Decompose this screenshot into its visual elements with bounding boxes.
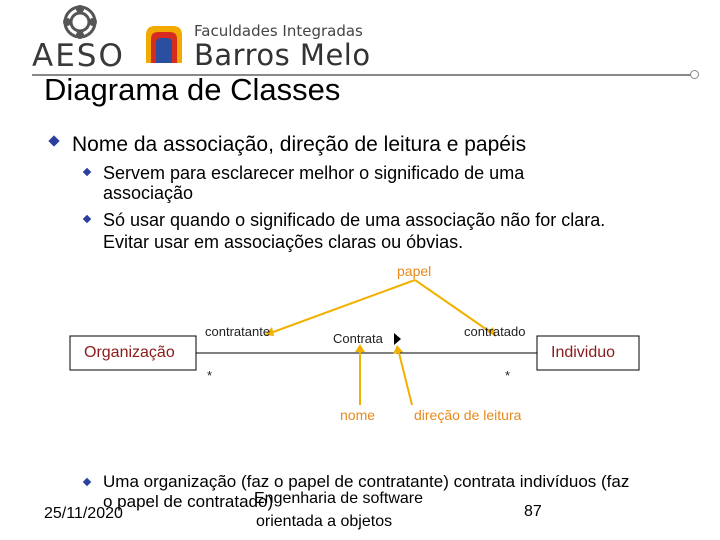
sub-bullet-2-line2: Evitar usar em associações claras ou óbvias. <box>103 232 464 252</box>
aeso-logo-text: AESO <box>32 38 125 74</box>
annotation-nome: nome <box>340 407 376 423</box>
page-number: 87 <box>524 503 542 520</box>
role-contratante: contratante <box>205 324 271 339</box>
role-contratado: contratado <box>464 324 526 339</box>
direcao-pointer <box>398 349 412 405</box>
bottom-bullet-line1: Uma organização (faz o papel de contratante) contrata indivíduos (faz <box>103 472 630 491</box>
class-organizacao: Organização <box>84 344 175 361</box>
sub-bullet-2-line1: Só usar quando o significado de uma associação não for clara. <box>103 210 606 230</box>
annotation-direcao: direção de leitura <box>414 407 522 423</box>
footer-course-line1: Engenharia de software <box>254 490 423 507</box>
bottom-bullet-line2: o papel de contratado) <box>103 492 274 511</box>
footer-date: 25/11/2020 <box>44 505 123 522</box>
sub-bullet-1-line1: Servem para esclarecer melhor o significado de uma <box>103 163 525 183</box>
bullet-1: Nome da associação, direção de leitura e papéis <box>72 133 527 156</box>
sub-bullet-1-line2: associação <box>103 183 194 203</box>
multiplicity-right: * <box>505 368 511 383</box>
logo-subtitle: Faculdades Integradas <box>194 22 363 40</box>
logo-name: Barros Melo <box>194 38 371 72</box>
class-individuo: Individuo <box>551 344 616 361</box>
multiplicity-left: * <box>207 368 213 383</box>
footer-course-line2: orientada a objetos <box>256 513 393 530</box>
slide-title: Diagrama de Classes <box>44 72 341 107</box>
association-name: Contrata <box>333 331 383 346</box>
annotation-papel: papel <box>397 263 432 279</box>
reading-direction-arrow <box>394 333 401 345</box>
papel-pointer-left <box>265 280 415 335</box>
